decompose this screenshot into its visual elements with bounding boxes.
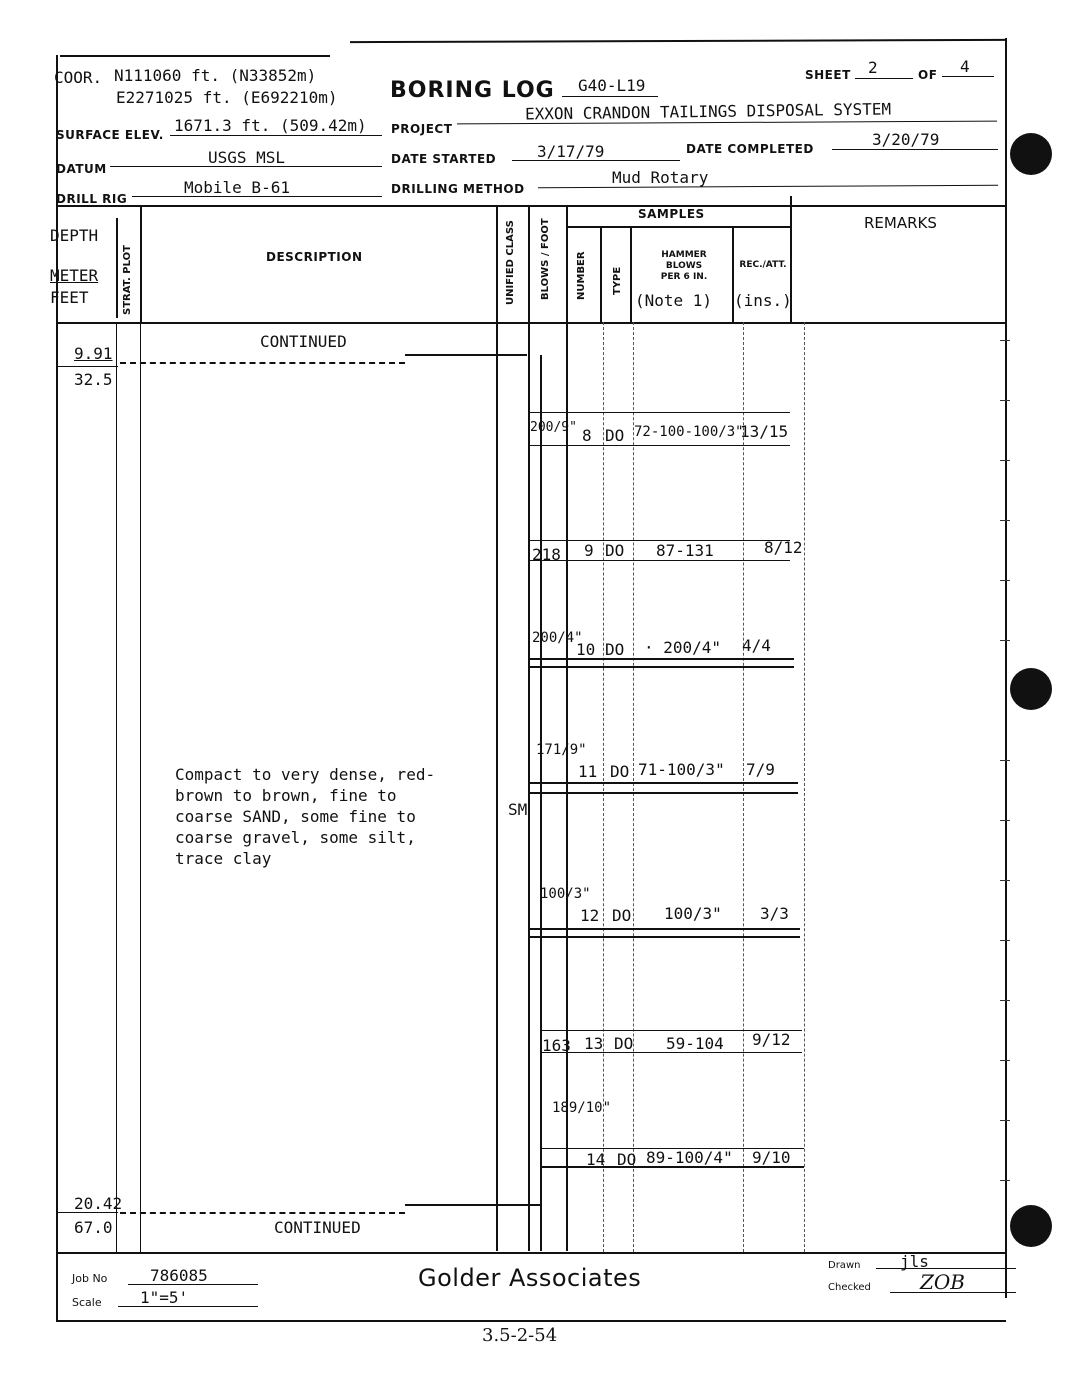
scale-underline <box>118 1306 258 1307</box>
frame-right <box>1005 38 1007 1298</box>
sample-hammer: 100/3" <box>664 904 722 923</box>
body-boring-line <box>540 355 542 1251</box>
column-header-bottom-rule <box>56 322 1006 324</box>
drawn-underline <box>876 1268 1016 1269</box>
number-header: NUMBER <box>576 251 587 300</box>
sample-hammer: · 200/4" <box>644 638 722 657</box>
datum-label: DATUM <box>56 162 107 176</box>
bottom-stratum-boundary <box>120 1212 405 1214</box>
frame-bottom <box>56 1320 1006 1322</box>
date-started: 3/17/79 <box>537 142 605 161</box>
sample-type: DO <box>617 1150 637 1169</box>
hammer-header-line2: BLOWS <box>665 261 703 271</box>
col-div-number <box>600 228 602 322</box>
hammer-header-line1: HAMMER <box>661 250 707 260</box>
scale-value: 1"=5' <box>140 1288 189 1307</box>
log-id-underline <box>562 96 658 97</box>
table-top-rule <box>56 205 1006 207</box>
log-id: G40-L19 <box>578 76 646 95</box>
drill-rig: Mobile B-61 <box>184 178 290 197</box>
sheet-total-underline <box>942 76 994 77</box>
col-div-hammer <box>732 228 734 322</box>
sheet-number-underline <box>855 78 913 79</box>
meter-header: METER <box>50 266 99 285</box>
sample-number: 11 <box>578 762 598 781</box>
drawn-label: Drawn <box>828 1260 861 1271</box>
body-div-type <box>633 322 634 1252</box>
continued-bottom: CONTINUED <box>274 1218 361 1237</box>
date-completed-underline <box>832 149 998 150</box>
depth-header: DEPTH <box>50 226 99 245</box>
col-div-strat <box>140 206 142 322</box>
sample-hammer: 89-100/4" <box>646 1148 733 1167</box>
project-label: PROJECT <box>391 122 453 136</box>
boring-log-title: BORING LOG <box>390 78 555 103</box>
sample-blows: 171/9" <box>536 742 587 758</box>
checked-underline <box>890 1292 1016 1293</box>
sheet-label: SHEET <box>805 68 851 82</box>
body-div-hammer <box>743 322 744 1252</box>
sample-blows: 163 <box>542 1036 571 1055</box>
sample-blows: 200/9" <box>530 420 577 435</box>
date-completed-label: DATE COMPLETED <box>686 142 814 156</box>
project-name: EXXON CRANDON TAILINGS DISPOSAL SYSTEM <box>524 99 892 124</box>
sample-hammer: 71-100/3" <box>638 760 725 779</box>
bottom-depth-feet: 67.0 <box>74 1218 113 1237</box>
date-started-underline <box>512 160 680 161</box>
body-div-rec <box>804 322 805 1252</box>
sample-hammer: 59-104 <box>666 1034 724 1053</box>
company-name: Golder Associates <box>418 1264 642 1292</box>
job-number: 786085 <box>150 1266 208 1285</box>
drill-rig-label: DRILL RIG <box>56 192 128 206</box>
sheet-total: 4 <box>960 57 970 76</box>
sample-rec: 13/15 <box>740 422 789 441</box>
surface-elev-underline <box>170 135 382 136</box>
body-div-strat <box>140 322 141 1252</box>
description-line: coarse gravel, some silt, <box>175 828 416 847</box>
surface-elev: 1671.3 ft. (509.42m) <box>174 116 367 135</box>
description-line: Compact to very dense, red- <box>175 765 436 784</box>
sample-rec: 9/10 <box>752 1148 791 1167</box>
of-label: OF <box>918 68 938 82</box>
hammer-blows-header <box>636 250 732 283</box>
sample-number: 12 <box>580 906 600 925</box>
unified-class-value: SM <box>508 800 528 819</box>
drawn-by: jls <box>900 1252 929 1271</box>
top-depth-rule <box>56 366 118 367</box>
sample-blows: 218 <box>532 545 561 564</box>
col-div-blows <box>566 206 568 1251</box>
sheet-number: 2 <box>868 58 878 77</box>
description-header: DESCRIPTION <box>266 250 363 264</box>
date-completed: 3/20/79 <box>872 130 940 149</box>
strat-plot-header: STRAT. PLOT <box>122 245 133 315</box>
sample-type: DO <box>610 762 630 781</box>
job-underline <box>128 1284 258 1285</box>
coord-northing: N111060 ft. (N33852m) <box>114 66 317 85</box>
sample-type: DO <box>605 640 625 659</box>
frame-top-right <box>350 39 1005 43</box>
description-line: coarse SAND, some fine to <box>175 807 416 826</box>
sample-number: 9 <box>584 541 594 560</box>
coord-label: COOR. <box>54 68 103 87</box>
page-number: 3.5-2-54 <box>482 1325 558 1346</box>
blows-foot-header: BLOWS / FOOT <box>540 218 551 300</box>
drilling-method: Mud Rotary <box>612 168 709 187</box>
scale-label: Scale <box>72 1296 102 1309</box>
col-div-depth <box>116 218 118 318</box>
rec-units: (ins.) <box>734 291 792 310</box>
drilling-method-label: DRILLING METHOD <box>391 182 525 196</box>
sample-type: DO <box>612 906 632 925</box>
sample-number: 8 <box>582 426 592 445</box>
top-depth-meter: 9.91 <box>74 344 113 363</box>
sample-hammer: 87-131 <box>656 541 714 560</box>
soil-description <box>175 764 435 869</box>
rec-att-header: REC./ATT. <box>739 260 787 270</box>
sample-type: DO <box>605 541 625 560</box>
checked-label: Checked <box>828 1282 871 1293</box>
sample-type: DO <box>614 1034 634 1053</box>
table-bottom-rule <box>56 1252 1006 1254</box>
continued-top: CONTINUED <box>260 332 347 351</box>
top-stratum-boundary <box>120 362 405 364</box>
description-line: trace clay <box>175 849 272 868</box>
sample-number: 14 <box>586 1150 606 1169</box>
sample-rec: 9/12 <box>752 1030 791 1049</box>
sample-blows: 100/3" <box>540 886 591 902</box>
surface-elev-label: SURFACE ELEV. <box>56 128 164 142</box>
sample-hammer: 72-100-100/3" <box>634 424 744 440</box>
sample-blows: 200/4" <box>532 630 583 646</box>
bottom-depth-meter: 20.42 <box>74 1194 123 1213</box>
sample-number: 10 <box>576 640 596 659</box>
feet-header: FEET <box>50 288 89 307</box>
type-header: TYPE <box>612 266 623 295</box>
unified-class-header: UNIFIED CLASS <box>505 220 516 305</box>
sample-rec: 8/12 <box>764 538 803 557</box>
sample-rec: 4/4 <box>742 636 771 655</box>
hammer-header-line3: PER 6 IN. <box>660 272 708 282</box>
drill-rig-underline <box>132 196 382 197</box>
coord-easting: E2271025 ft. (E692210m) <box>116 88 338 107</box>
sample-type: DO <box>605 426 625 445</box>
remarks-header: REMARKS <box>864 214 937 232</box>
binder-hole-middle <box>1010 668 1052 710</box>
col-div-unified <box>528 206 530 1251</box>
job-label: Job No <box>72 1272 108 1285</box>
datum-underline <box>110 166 382 167</box>
col-div-desc <box>496 206 498 1251</box>
bottom-stratum-boundary-2 <box>405 1204 540 1206</box>
samples-header: SAMPLES <box>638 207 705 221</box>
col-div-rec <box>790 196 792 322</box>
sample-rec: 7/9 <box>746 760 775 779</box>
sample-rec: 3/3 <box>760 904 789 923</box>
frame-top-left <box>60 55 330 57</box>
binder-hole-top <box>1010 133 1052 175</box>
bottom-depth-rule <box>56 1212 118 1213</box>
checked-by: ZOB <box>920 1270 965 1294</box>
col-div-type <box>630 228 632 322</box>
datum-value: USGS MSL <box>208 148 286 167</box>
binder-hole-bottom <box>1010 1205 1052 1247</box>
top-stratum-boundary-2 <box>405 354 527 356</box>
hammer-note: (Note 1) <box>635 291 713 310</box>
sample-blows: 189/10" <box>552 1100 612 1116</box>
date-started-label: DATE STARTED <box>391 152 497 166</box>
drilling-method-underline <box>538 185 998 188</box>
body-div-depth <box>116 322 117 1252</box>
description-line: brown to brown, fine to <box>175 786 397 805</box>
sample-number: 13 <box>584 1034 604 1053</box>
top-depth-feet: 32.5 <box>74 370 113 389</box>
